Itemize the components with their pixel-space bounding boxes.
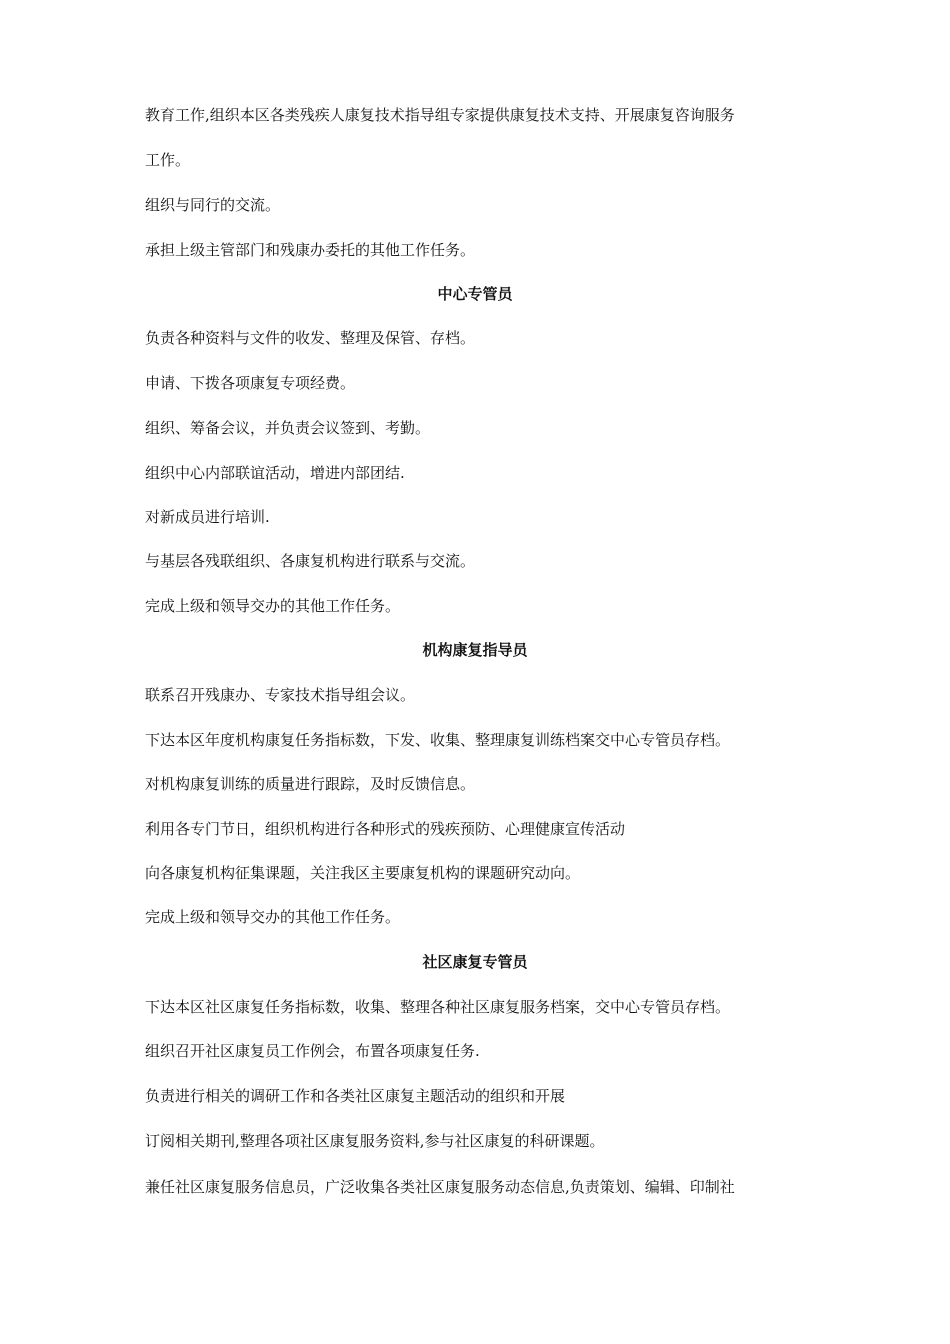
- paragraph-line: 工作。: [145, 151, 191, 169]
- section-heading: 社区康复专管员: [422, 953, 528, 971]
- paragraph-line: 承担上级主管部门和残康办委托的其他工作任务。: [145, 241, 476, 259]
- paragraph-line: 对新成员进行培训.: [145, 508, 270, 526]
- section-heading: 中心专管员: [437, 285, 513, 303]
- paragraph-line: 组织中心内部联谊活动，增进内部团结.: [145, 464, 405, 482]
- paragraph-line: 教育工作,组织本区各类残疾人康复技术指导组专家提供康复技术支持、开展康复咨询服务: [145, 106, 735, 124]
- paragraph-line: 组织、筹备会议，并负责会议签到、考勤。: [145, 419, 431, 437]
- paragraph-line: 完成上级和领导交办的其他工作任务。: [145, 597, 401, 615]
- paragraph-line: 与基层各残联组织、各康复机构进行联系与交流。: [145, 552, 476, 570]
- paragraph-line: 下达本区年度机构康复任务指标数，下发、收集、整理康复训练档案交中心专管员存档。: [145, 731, 731, 749]
- paragraph-line: 完成上级和领导交办的其他工作任务。: [145, 908, 401, 926]
- paragraph-line: 下达本区社区康复任务指标数，收集、整理各种社区康复服务档案，交中心专管员存档。: [145, 998, 731, 1016]
- section-heading: 机构康复指导员: [422, 641, 528, 659]
- paragraph-line: 负责进行相关的调研工作和各类社区康复主题活动的组织和开展: [145, 1087, 566, 1105]
- paragraph-line: 订阅相关期刊,整理各项社区康复服务资料,参与社区康复的科研课题。: [145, 1132, 605, 1150]
- paragraph-line: 利用各专门节日，组织机构进行各种形式的残疾预防、心理健康宣传活动: [145, 820, 626, 838]
- paragraph-line: 组织与同行的交流。: [145, 196, 281, 214]
- paragraph-line: 负责各种资料与文件的收发、整理及保管、存档。: [145, 329, 476, 347]
- paragraph-line: 向各康复机构征集课题，关注我区主要康复机构的课题研究动向。: [145, 864, 581, 882]
- paragraph-line: 联系召开残康办、专家技术指导组会议。: [145, 686, 416, 704]
- paragraph-line: 组织召开社区康复员工作例会，布置各项康复任务.: [145, 1042, 480, 1060]
- paragraph-line: 申请、下拨各项康复专项经费。: [145, 374, 356, 392]
- paragraph-line: 对机构康复训练的质量进行跟踪，及时反馈信息。: [145, 775, 476, 793]
- paragraph-line: 兼任社区康复服务信息员，广泛收集各类社区康复服务动态信息,负责策划、编辑、印制社: [145, 1178, 735, 1196]
